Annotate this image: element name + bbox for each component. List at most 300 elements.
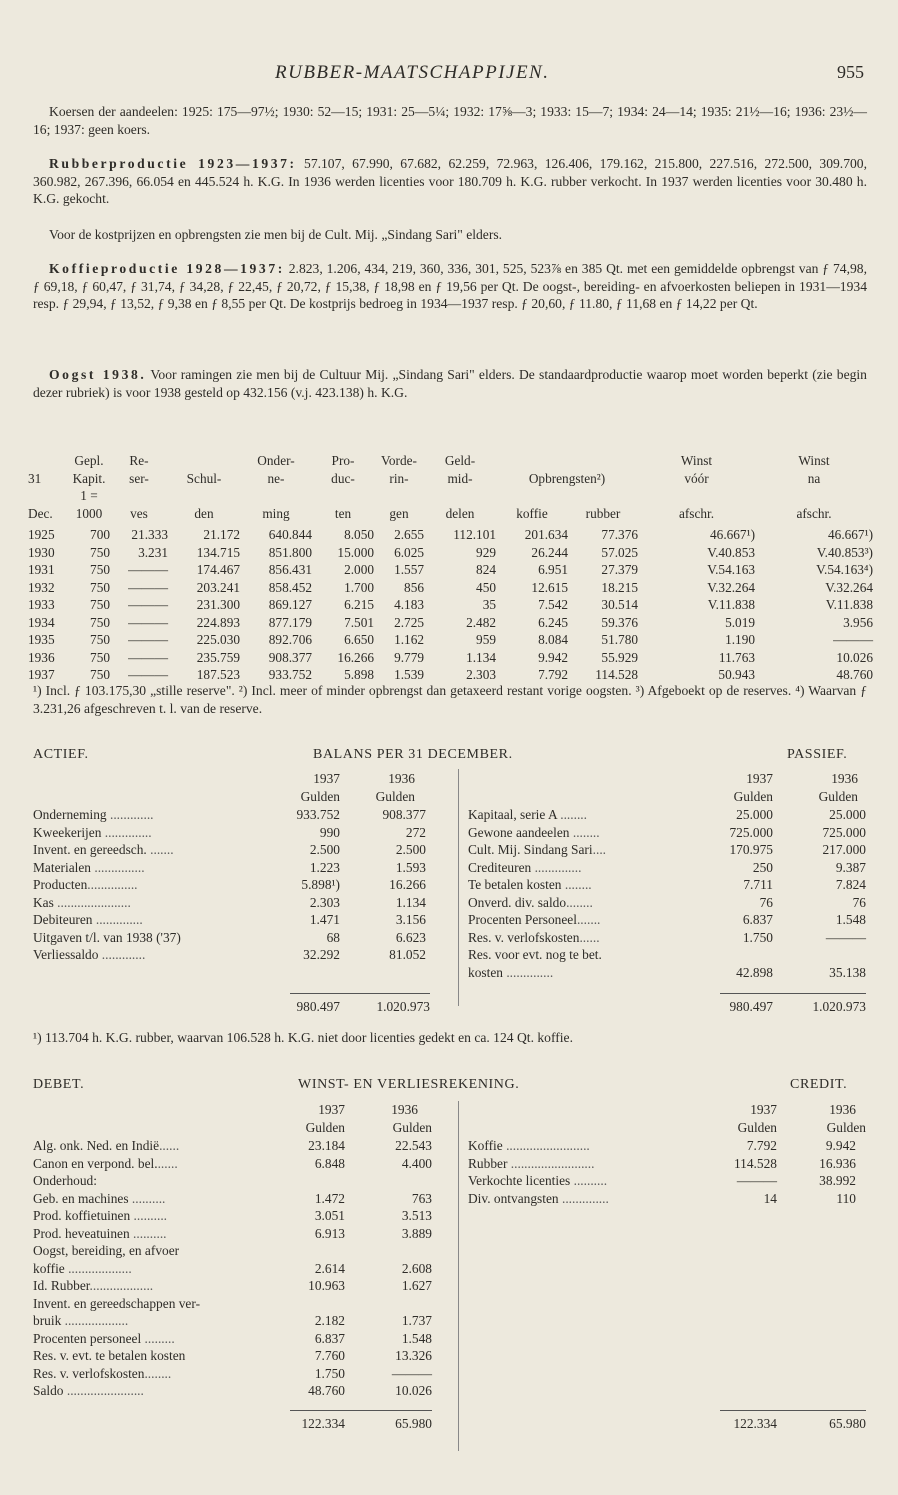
account-row (468, 824, 866, 842)
leader-dots: ........ (569, 824, 600, 840)
value-1936: 1.737 (401, 1313, 432, 1328)
leader-dots: .............. (101, 824, 152, 840)
table-cell: 450 (476, 579, 496, 595)
balance-title: BALANS PER 31 DECEMBER. (313, 747, 513, 762)
table-cell: 856.431 (268, 562, 312, 577)
table-cell: 2.482 (466, 614, 496, 630)
leader-dots: ....... (146, 842, 174, 857)
account-name (33, 824, 152, 842)
table-row (28, 596, 873, 614)
account-row (33, 1277, 432, 1295)
table-cell: 1.190 (725, 632, 755, 647)
table-header-cell: rubber (585, 505, 621, 521)
debet-unit-1937: Gulden (305, 1120, 345, 1135)
table-header-cell: Winst (798, 453, 830, 468)
table-row (28, 579, 873, 597)
table-header-cell: Vorde- (381, 453, 417, 468)
leader-dots: ...... (579, 929, 600, 945)
table-cell: V.11.838 (825, 597, 873, 612)
value-1937: 5.898¹) (301, 877, 340, 892)
leader-dots: ....... (576, 912, 601, 927)
table-cell: 1930 (28, 544, 55, 560)
actief-total-rule (290, 993, 430, 994)
table-cell: 1935 (28, 632, 55, 647)
value-1936: 725.000 (822, 824, 866, 840)
account-label: koffie (33, 1260, 65, 1276)
account-label: Oogst, bereiding, en afvoer (33, 1243, 180, 1258)
value-1936: 38.992 (819, 1173, 856, 1188)
value-1937: 1.472 (314, 1190, 345, 1206)
table-header-cell: duc- (331, 470, 355, 486)
value-1936: 1.593 (395, 859, 426, 875)
account-name (468, 929, 600, 947)
account-label: Procenten personeel (33, 1330, 142, 1346)
table-cell: V.40.853 (707, 544, 755, 560)
table-row (28, 561, 873, 579)
account-label: Gewone aandeelen (468, 824, 570, 840)
account-name (468, 876, 592, 894)
table-cell: 10.026 (836, 649, 873, 665)
table-cell: 15.000 (337, 544, 374, 560)
account-label: Uitgaven t/l. van 1938 ('37) (33, 929, 181, 945)
value-1936: 6.623 (395, 929, 426, 945)
account-name (468, 911, 600, 929)
leader-dots: ................... (64, 1260, 132, 1276)
account-row (33, 841, 426, 859)
table-cell: 851.800 (268, 544, 312, 560)
table-cell: 51.780 (601, 632, 638, 647)
table-cell: 750 (90, 544, 110, 560)
table-header-cell: Schul- (186, 470, 222, 486)
actief-label: ACTIEF. (33, 747, 89, 762)
value-1937: 7.760 (314, 1348, 345, 1363)
account-label: Res. v. evt. te betalen kosten (33, 1348, 186, 1363)
table-cell: 7.542 (538, 597, 568, 612)
credit-year-1936: 1936 (829, 1102, 856, 1117)
leader-dots: .......... (128, 1190, 166, 1206)
account-name (33, 929, 181, 947)
account-row (468, 1155, 866, 1173)
account-name (33, 1225, 167, 1243)
debet-unit-1936: Gulden (392, 1120, 432, 1135)
table-cell: 55.929 (601, 649, 638, 665)
table-cell: 57.025 (601, 544, 638, 560)
actief-total-1937: 980.497 (296, 999, 340, 1014)
table-header-cell: ten (334, 505, 352, 521)
value-1936: 9.942 (825, 1138, 856, 1153)
account-row (33, 1295, 432, 1313)
account-label: Kweekerijen (33, 824, 102, 840)
table-cell: V.11.838 (707, 597, 755, 612)
table-cell: 8.050 (344, 527, 374, 542)
value-1937: 2.182 (314, 1313, 345, 1328)
table-cell: 2.000 (344, 562, 374, 577)
table-cell: 134.715 (196, 544, 240, 560)
leader-dots: .............. (92, 912, 143, 927)
account-row (33, 1172, 432, 1190)
table-cell: 225.030 (196, 632, 240, 647)
table-header-cell: Re- (129, 453, 149, 468)
account-label: Div. ontvangsten (468, 1190, 559, 1206)
leader-dots: ........ (144, 1365, 172, 1381)
leader-dots: ............... (87, 877, 138, 892)
table-cell: V.32.264 (707, 579, 755, 595)
value-1936: 1.627 (401, 1278, 432, 1293)
account-label: Producten (33, 877, 88, 892)
value-1936: 1.134 (395, 894, 426, 910)
table-header-cell: Kapit. (72, 470, 106, 486)
table-header-cell: ser- (129, 470, 149, 486)
table-cell: 11.763 (718, 649, 755, 665)
value-1936: 76 (852, 894, 866, 910)
table-cell: 35 (482, 597, 496, 612)
passief-unit-1936: Gulden (818, 789, 858, 804)
account-row (33, 946, 426, 964)
table-row (28, 666, 873, 684)
account-name (468, 1172, 607, 1190)
table-cell: 8.084 (538, 632, 568, 647)
table-header-cell: Geld- (444, 453, 476, 468)
passief-total-1937: 980.497 (729, 999, 773, 1014)
credit-label: CREDIT. (790, 1077, 848, 1092)
oogst-text: Voor ramingen zie men bij de Cultuur Mij. „Sindang Sari" elders. De standaardproductie waarop moet worden beperkt (zie begin dezer rubriek) is voor 1938 gesteld op 432.156 (v.j. 423.138) h. K.G. (33, 367, 867, 400)
table-header-cell: delen (445, 505, 475, 521)
table-cell: ——— (128, 614, 168, 630)
value-1937: 7.792 (746, 1138, 777, 1153)
table-cell: 750 (90, 667, 110, 682)
table-cell: 231.300 (196, 597, 240, 612)
account-name (33, 806, 154, 824)
table-cell: 6.025 (394, 544, 424, 560)
table-cell: 640.844 (268, 527, 312, 542)
rubber-text: 57.107, 67.990, 67.682, 62.259, 72.963, 126.406, 179.162, 215.800, 227.516, 272.500, 309.700, 360.982, 267.396, 66.054 en 445.524 h. K.G. In 1936 werden licenties voor 180.709 h. K.G. rubber verkocht. In 1937 werden licenties voor 30.480 h. K.G. gekocht. (33, 156, 867, 206)
debet-year-1937: 1937 (318, 1102, 345, 1117)
table-footnotes: ¹) Incl. ƒ 103.175,30 „stille reserve". ²) Incl. meer of minder opbrengst dan getaxeerd restant vorige oogsten. ³) Afgeboekt op de reserves. ⁴) Waarvan ƒ 3.231,26 afgeschreven t. l. van de reserve. (33, 683, 867, 716)
value-1936: 763 (411, 1190, 432, 1206)
table-cell: ——— (128, 597, 168, 612)
account-name (468, 806, 587, 824)
table-cell: 27.379 (601, 562, 638, 577)
leader-dots: .......... (130, 1208, 168, 1223)
leader-dots: ............. (106, 807, 154, 822)
table-cell: 235.759 (196, 649, 240, 665)
account-label: Materialen (33, 859, 91, 875)
account-row (33, 1207, 432, 1225)
leader-dots: ........ (566, 894, 593, 910)
account-row (468, 806, 866, 824)
table-row (28, 631, 873, 649)
value-1937: 2.500 (309, 842, 340, 857)
table-cell: 224.893 (196, 614, 240, 630)
table-cell: 2.655 (394, 527, 424, 542)
account-label: Prod. koffietuinen (33, 1208, 131, 1223)
account-row (468, 911, 866, 929)
value-1936: 3.889 (401, 1225, 432, 1241)
value-1937: 3.051 (314, 1208, 345, 1223)
account-label: Kas (33, 894, 54, 910)
account-row (33, 1365, 432, 1383)
value-1937: 6.837 (314, 1330, 345, 1346)
table-header-cell: Opbrengsten²) (528, 470, 606, 486)
credit-list (468, 1137, 866, 1207)
value-1936: 4.400 (401, 1155, 432, 1171)
table-cell: 750 (90, 632, 110, 647)
actief-year-1937: 1937 (313, 771, 340, 786)
account-label: Verliessaldo (33, 947, 99, 962)
value-1936: 2.500 (395, 842, 426, 857)
table-cell: 21.172 (203, 527, 240, 542)
account-name (33, 1382, 144, 1400)
value-1937: 32.292 (303, 947, 340, 962)
leader-dots: ................... (61, 1313, 129, 1328)
table-cell: ——— (833, 632, 873, 647)
account-name (33, 1365, 171, 1383)
table-cell: 2.725 (394, 614, 424, 630)
value-1937: 10.963 (308, 1278, 345, 1293)
passief-unit-1937: Gulden (733, 789, 773, 804)
table-cell: 933.752 (268, 667, 312, 682)
account-row (33, 894, 426, 912)
account-label: Procenten Personeel (468, 912, 577, 927)
table-cell: 2.303 (466, 667, 496, 682)
table-header-row (28, 452, 873, 470)
account-row (33, 1242, 432, 1260)
account-row (33, 1260, 432, 1278)
table-cell: 77.376 (601, 527, 638, 542)
table-cell: 46.667¹) (710, 527, 755, 542)
table-cell: 908.377 (268, 649, 312, 665)
value-1936: 1.548 (835, 912, 866, 927)
table-cell: 929 (476, 544, 496, 560)
table-cell: ——— (128, 632, 168, 647)
leader-dots: ......................... (507, 1155, 595, 1171)
account-label: Id. Rubber (33, 1278, 90, 1293)
value-1937: 114.528 (733, 1155, 777, 1171)
table-cell: 112.101 (453, 527, 496, 542)
account-row (33, 911, 426, 929)
value-1936: 35.138 (829, 964, 866, 980)
account-name (33, 1312, 128, 1330)
account-name (33, 859, 145, 877)
value-1936: 272 (405, 824, 426, 840)
table-cell: 59.376 (601, 614, 638, 630)
table-cell: 9.779 (394, 649, 424, 665)
value-1936: 16.266 (389, 877, 426, 892)
actief-list (33, 806, 426, 964)
account-label: Cult. Mij. Sindang Sari (468, 842, 593, 857)
table-cell: 114.528 (595, 667, 638, 682)
debet-year-1936: 1936 (391, 1102, 418, 1117)
account-row (468, 946, 866, 964)
table-cell: 174.467 (196, 562, 240, 577)
table-row (28, 649, 873, 667)
account-name (33, 1330, 175, 1348)
table-cell: 1.134 (466, 649, 496, 665)
table-cell: 750 (90, 597, 110, 612)
leader-dots: ........ (556, 807, 588, 822)
leader-dots: ...... (157, 1155, 178, 1171)
table-header-cell: ne- (267, 470, 285, 486)
account-label: kosten (468, 964, 503, 980)
value-1936: 13.326 (395, 1348, 432, 1363)
value-1937: ——— (736, 1173, 777, 1188)
value-1937: 42.898 (736, 964, 773, 980)
value-1937: 76 (759, 894, 773, 910)
value-1936: 9.387 (835, 859, 866, 875)
table-cell: 750 (90, 579, 110, 595)
oogst-paragraph (33, 366, 867, 401)
table-cell: 869.127 (268, 597, 312, 612)
debet-list (33, 1137, 432, 1400)
table-cell: V.54.163⁴) (816, 562, 873, 577)
passief-year-1937: 1937 (746, 771, 773, 786)
value-1937: 6.848 (314, 1155, 345, 1171)
value-1937: 23.184 (308, 1138, 345, 1153)
value-1936: 7.824 (835, 877, 866, 892)
account-label: bruik (33, 1313, 62, 1328)
value-1937: 1.750 (314, 1365, 345, 1381)
account-name (33, 1347, 185, 1365)
table-row (28, 522, 873, 544)
value-1937: 2.303 (309, 894, 340, 910)
value-1937: 1.750 (742, 929, 773, 945)
table-cell: V.32.264 (825, 579, 873, 595)
passief-list (468, 806, 866, 981)
table-cell: 1936 (28, 649, 55, 665)
account-row (33, 1225, 432, 1243)
value-1936: 3.156 (395, 912, 426, 927)
table-cell: 201.634 (524, 527, 568, 542)
account-name (468, 946, 602, 964)
table-header-cell: vóór (684, 470, 709, 486)
table-cell: 46.667¹) (828, 527, 873, 542)
table-cell: 3.231 (138, 544, 168, 560)
table-cell: 187.523 (196, 667, 240, 682)
account-row (33, 1137, 432, 1155)
table-cell: ——— (128, 562, 168, 577)
account-label: Saldo (33, 1383, 64, 1398)
table-cell: 5.898 (344, 667, 374, 682)
value-1936: 1.548 (401, 1330, 432, 1346)
credit-total-rule (720, 1410, 866, 1411)
balance-footnote: ¹) 113.704 h. K.G. rubber, waarvan 106.528 h. K.G. niet door licenties gedekt en ca. 124 Qt. koffie. (33, 1030, 573, 1045)
account-label: Kapitaal, serie A (468, 807, 557, 822)
credit-year-1937: 1937 (750, 1102, 777, 1117)
account-row (33, 1190, 432, 1208)
value-1937: 6.913 (314, 1225, 345, 1241)
value-1937: 48.760 (308, 1383, 345, 1398)
account-label: Onverd. div. saldo (468, 894, 567, 910)
table-cell: 856 (404, 579, 424, 595)
value-1936: 81.052 (389, 947, 426, 962)
account-label: Invent. en gereedsch. (33, 842, 147, 857)
leader-dots: .... (592, 842, 607, 857)
table-header-cell: Onder- (257, 453, 295, 468)
table-header-cell: Dec. (28, 505, 53, 521)
account-name (33, 1172, 97, 1190)
koffie-paragraph (33, 260, 867, 313)
table-header-cell: mid- (447, 470, 473, 486)
table-header-cell: koffie (516, 505, 548, 521)
value-1937: 933.752 (296, 807, 340, 822)
rubber-note: Voor de kostprijzen en opbrengsten zie men bij de Cult. Mij. „Sindang Sari" elders. (49, 227, 503, 242)
account-label: Crediteuren (468, 859, 532, 875)
value-1937: 1.223 (309, 859, 340, 875)
account-name (468, 824, 600, 842)
account-row (33, 876, 426, 894)
leader-dots: ...... (159, 1138, 180, 1153)
table-cell: 700 (90, 527, 110, 542)
table-cell: 1925 (28, 527, 55, 542)
account-row (33, 1312, 432, 1330)
oogst-heading: Oogst 1938. (49, 367, 147, 382)
page-header (0, 62, 898, 88)
account-name (33, 1295, 200, 1313)
value-1937: 990 (319, 824, 340, 840)
account-row (468, 876, 866, 894)
account-label: Canon en verpond. bel. (33, 1155, 158, 1171)
table-row (28, 544, 873, 562)
table-cell: 750 (90, 649, 110, 665)
account-label: Onderhoud: (33, 1173, 97, 1188)
account-label: Koffie (468, 1138, 503, 1153)
koersen-paragraph: Koersen der aandeelen: 1925: 175—97½; 1930: 52—15; 1931: 25—5¼; 1932: 17⅝—3; 1933: 15—7; 1934: 24—14; 1935: 21½—16; 1936: 23½—16; 1937: geen koers. (33, 104, 867, 137)
table-cell: 1.557 (394, 562, 424, 577)
account-row (33, 1382, 432, 1400)
table-header-cell: rin- (389, 470, 409, 486)
account-label: Onderneming (33, 807, 107, 822)
table-row (28, 614, 873, 632)
value-1937: 170.975 (729, 842, 773, 857)
table-cell: 959 (476, 632, 496, 647)
table-header-cell: den (194, 505, 214, 521)
account-label: Geb. en machines (33, 1190, 129, 1206)
account-name (33, 946, 145, 964)
account-name (468, 1155, 594, 1173)
table-cell: 12.615 (531, 579, 568, 595)
table-cell: 750 (90, 562, 110, 577)
account-row (468, 1137, 866, 1155)
account-name (468, 841, 606, 859)
table-cell: 824 (476, 562, 496, 577)
table-header-cell: Gepl. (74, 453, 104, 468)
credit-total-1936: 65.980 (829, 1416, 866, 1431)
leader-dots: .............. (558, 1190, 609, 1206)
table-cell: 3.956 (843, 614, 873, 630)
account-row (468, 1172, 866, 1190)
koffie-heading: Koffieproductie 1928—1937: (49, 261, 285, 276)
debet-total-rule (290, 1410, 432, 1411)
account-row (468, 859, 866, 877)
actief-unit-1937: Gulden (300, 789, 340, 804)
table-header-cell: ming (262, 505, 290, 521)
table-cell: 1934 (28, 614, 55, 630)
value-1936: 2.608 (401, 1260, 432, 1276)
table-cell: 6.245 (538, 614, 568, 630)
table-cell: 1.700 (344, 579, 374, 595)
rubber-heading: Rubberproductie 1923—1937: (49, 156, 297, 171)
passief-total-1936: 1.020.973 (812, 999, 866, 1014)
column-divider (458, 769, 459, 1006)
account-row (468, 894, 866, 912)
table-cell: 892.706 (268, 632, 312, 647)
account-label: Debiteuren (33, 912, 93, 927)
column-divider (458, 1101, 459, 1451)
credit-total-1937: 122.334 (733, 1416, 777, 1431)
account-label: Verkochte licenties (468, 1173, 571, 1188)
financial-table (28, 452, 873, 684)
leader-dots: ............... (91, 859, 145, 875)
